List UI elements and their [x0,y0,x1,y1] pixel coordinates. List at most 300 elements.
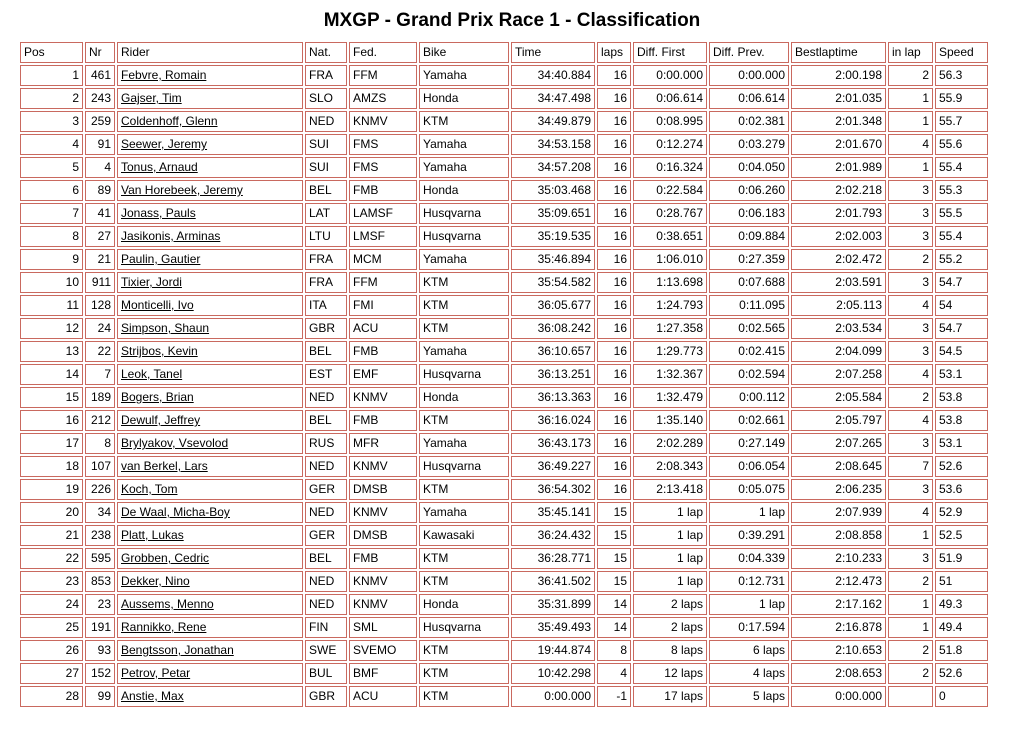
column-header-laps: laps [597,42,631,63]
cell-laps: 16 [597,111,631,132]
table-row [20,295,988,316]
column-header-rider: Rider [117,42,303,63]
cell-time: 36:13.363 [511,387,595,408]
cell-bestlaptime: 2:08.645 [791,456,886,477]
cell-laps: 4 [597,663,631,684]
rider-link[interactable]: De Waal, Micha-Boy [121,505,230,519]
cell-rider [117,180,303,201]
rider-link[interactable]: Van Horebeek, Jeremy [121,183,243,197]
cell-bestlaptime: 2:01.793 [791,203,886,224]
cell-pos: 3 [20,111,83,132]
cell-in-lap: 3 [888,341,933,362]
rider-link[interactable]: Jasikonis, Arminas [121,229,221,243]
cell-bestlaptime: 2:05.584 [791,387,886,408]
rider-link[interactable]: Coldenhoff, Glenn [121,114,218,128]
cell-in-lap: 3 [888,226,933,247]
cell-bike: Kawasaki [419,525,509,546]
cell-diff-first: 1:29.773 [633,341,707,362]
table-row [20,479,988,500]
cell-bike: Yamaha [419,433,509,454]
cell-time: 10:42.298 [511,663,595,684]
cell-nr: 189 [85,387,115,408]
cell-time: 36:54.302 [511,479,595,500]
cell-speed: 51.8 [935,640,988,661]
cell-fed: KNMV [349,111,417,132]
cell-bestlaptime: 2:03.534 [791,318,886,339]
column-header-in-lap: in lap [888,42,933,63]
cell-nr: 93 [85,640,115,661]
cell-in-lap: 4 [888,364,933,385]
column-header-nr: Nr [85,42,115,63]
cell-bike: KTM [419,663,509,684]
cell-nr: 853 [85,571,115,592]
cell-fed: LMSF [349,226,417,247]
rider-link[interactable]: Petrov, Petar [121,666,191,680]
cell-diff-first: 2:08.343 [633,456,707,477]
column-header-diff-prev: Diff. Prev. [709,42,789,63]
cell-rider [117,525,303,546]
cell-rider [117,157,303,178]
column-header-nat: Nat. [305,42,347,63]
cell-laps: 16 [597,134,631,155]
cell-time: 0:00.000 [511,686,595,707]
cell-rider [117,341,303,362]
rider-link[interactable]: Platt, Lukas [121,528,184,542]
cell-diff-first: 1 lap [633,571,707,592]
table-row [20,88,988,109]
cell-nat: BEL [305,341,347,362]
cell-fed: FFM [349,272,417,293]
cell-bestlaptime: 2:04.099 [791,341,886,362]
cell-pos: 28 [20,686,83,707]
cell-speed: 51 [935,571,988,592]
table-row [20,594,988,615]
cell-diff-prev: 0:06.054 [709,456,789,477]
cell-diff-prev: 0:11.095 [709,295,789,316]
cell-fed: FMB [349,548,417,569]
rider-link[interactable]: Tixier, Jordi [121,275,182,289]
cell-bike: Husqvarna [419,617,509,638]
cell-in-lap: 1 [888,617,933,638]
cell-pos: 16 [20,410,83,431]
cell-rider [117,479,303,500]
cell-pos: 26 [20,640,83,661]
cell-bike: KTM [419,272,509,293]
table-row [20,364,988,385]
cell-speed: 55.9 [935,88,988,109]
cell-nat: GBR [305,318,347,339]
cell-diff-prev: 0:06.260 [709,180,789,201]
table-row [20,157,988,178]
cell-in-lap: 3 [888,433,933,454]
cell-in-lap: 7 [888,456,933,477]
cell-time: 36:13.251 [511,364,595,385]
cell-laps: 16 [597,456,631,477]
cell-diff-first: 0:38.651 [633,226,707,247]
column-header-bestlaptime: Bestlaptime [791,42,886,63]
cell-fed: DMSB [349,479,417,500]
rider-link[interactable]: Paulin, Gautier [121,252,201,266]
cell-diff-prev: 0:02.661 [709,410,789,431]
cell-time: 35:45.141 [511,502,595,523]
page-title: MXGP - Grand Prix Race 1 - Classification [323,10,701,31]
table-body [20,65,988,707]
cell-rider [117,456,303,477]
cell-in-lap [888,686,933,707]
cell-rider [117,88,303,109]
cell-nr: 595 [85,548,115,569]
cell-diff-prev: 1 lap [709,502,789,523]
rider-link[interactable]: Brylyakov, Vsevolod [121,436,229,450]
cell-rider [117,249,303,270]
cell-diff-prev: 5 laps [709,686,789,707]
cell-speed: 54 [935,295,988,316]
cell-diff-prev: 0:04.050 [709,157,789,178]
table-row [20,249,988,270]
cell-laps: 15 [597,548,631,569]
cell-bestlaptime: 2:12.473 [791,571,886,592]
cell-laps: 16 [597,410,631,431]
cell-nat: RUS [305,433,347,454]
cell-pos: 1 [20,65,83,86]
cell-pos: 18 [20,456,83,477]
cell-nat: FRA [305,272,347,293]
cell-diff-first: 1:27.358 [633,318,707,339]
cell-pos: 22 [20,548,83,569]
cell-fed: FFM [349,65,417,86]
cell-nat: GBR [305,686,347,707]
cell-laps: 15 [597,571,631,592]
cell-diff-prev: 0:04.339 [709,548,789,569]
cell-time: 35:31.899 [511,594,595,615]
cell-diff-first: 1:32.479 [633,387,707,408]
cell-laps: 16 [597,157,631,178]
rider-link[interactable]: Febvre, Romain [121,68,207,82]
table-row [20,525,988,546]
cell-pos: 2 [20,88,83,109]
cell-fed: KNMV [349,571,417,592]
cell-bike: KTM [419,548,509,569]
cell-rider [117,65,303,86]
rider-link[interactable]: Dewulf, Jeffrey [121,413,201,427]
cell-time: 19:44.874 [511,640,595,661]
cell-pos: 21 [20,525,83,546]
cell-fed: FMB [349,180,417,201]
cell-time: 36:16.024 [511,410,595,431]
cell-diff-prev: 0:06.183 [709,203,789,224]
cell-nat: LTU [305,226,347,247]
cell-bestlaptime: 2:08.858 [791,525,886,546]
rider-link[interactable]: Bengtsson, Jonathan [121,643,234,657]
cell-bike: KTM [419,318,509,339]
cell-nat: GER [305,479,347,500]
cell-fed: MCM [349,249,417,270]
rider-link[interactable]: Simpson, Shaun [121,321,210,335]
cell-pos: 27 [20,663,83,684]
cell-nr: 34 [85,502,115,523]
cell-speed: 53.1 [935,364,988,385]
cell-pos: 17 [20,433,83,454]
column-header-speed: Speed [935,42,988,63]
cell-time: 36:05.677 [511,295,595,316]
cell-bike: Husqvarna [419,203,509,224]
cell-nat: GER [305,525,347,546]
rider-link[interactable]: Tonus, Arnaud [121,160,198,174]
cell-nat: BEL [305,180,347,201]
cell-bike: KTM [419,479,509,500]
cell-laps: 16 [597,341,631,362]
cell-diff-prev: 0:02.565 [709,318,789,339]
cell-pos: 7 [20,203,83,224]
cell-laps: 16 [597,479,631,500]
table-row [20,318,988,339]
cell-fed: SML [349,617,417,638]
cell-bestlaptime: 0:00.000 [791,686,886,707]
cell-laps: 16 [597,364,631,385]
cell-bestlaptime: 2:07.265 [791,433,886,454]
table-row [20,640,988,661]
cell-fed: DMSB [349,525,417,546]
cell-laps: 16 [597,318,631,339]
cell-fed: ACU [349,318,417,339]
cell-speed: 54.7 [935,272,988,293]
cell-rider [117,640,303,661]
cell-diff-first: 12 laps [633,663,707,684]
rider-link[interactable]: Grobben, Cedric [121,551,210,565]
cell-diff-prev: 0:02.594 [709,364,789,385]
cell-diff-first: 1:35.140 [633,410,707,431]
cell-pos: 8 [20,226,83,247]
cell-time: 36:24.432 [511,525,595,546]
column-header-time: Time [511,42,595,63]
column-header-pos: Pos [20,42,83,63]
cell-in-lap: 1 [888,525,933,546]
cell-diff-prev: 0:02.415 [709,341,789,362]
cell-nr: 41 [85,203,115,224]
cell-diff-prev: 0:09.884 [709,226,789,247]
cell-diff-prev: 0:27.359 [709,249,789,270]
cell-rider [117,203,303,224]
cell-in-lap: 1 [888,157,933,178]
cell-fed: SVEMO [349,640,417,661]
table-row [20,410,988,431]
classification-table [18,40,990,709]
cell-nr: 4 [85,157,115,178]
cell-nr: 212 [85,410,115,431]
cell-pos: 14 [20,364,83,385]
cell-diff-first: 0:00.000 [633,65,707,86]
cell-nr: 259 [85,111,115,132]
cell-pos: 25 [20,617,83,638]
cell-speed: 52.5 [935,525,988,546]
cell-rider [117,502,303,523]
cell-bike: Yamaha [419,157,509,178]
cell-bike: KTM [419,571,509,592]
cell-time: 35:03.468 [511,180,595,201]
cell-nr: 22 [85,341,115,362]
cell-laps: 16 [597,88,631,109]
rider-link[interactable]: Rannikko, Rene [121,620,207,634]
cell-diff-first: 2:13.418 [633,479,707,500]
table-row [20,180,988,201]
cell-diff-prev: 0:06.614 [709,88,789,109]
cell-diff-first: 1:13.698 [633,272,707,293]
cell-nat: EST [305,364,347,385]
cell-pos: 24 [20,594,83,615]
cell-nr: 7 [85,364,115,385]
cell-bike: Yamaha [419,65,509,86]
cell-nat: SUI [305,157,347,178]
cell-diff-prev: 0:03.279 [709,134,789,155]
cell-rider [117,134,303,155]
cell-nat: SLO [305,88,347,109]
cell-fed: FMI [349,295,417,316]
rider-link[interactable]: Bogers, Brian [121,390,194,404]
cell-time: 34:47.498 [511,88,595,109]
cell-bestlaptime: 2:02.218 [791,180,886,201]
cell-speed: 54.5 [935,341,988,362]
cell-time: 34:53.158 [511,134,595,155]
cell-laps: -1 [597,686,631,707]
table-row [20,663,988,684]
cell-bestlaptime: 2:07.258 [791,364,886,385]
cell-laps: 15 [597,502,631,523]
table-row [20,341,988,362]
rider-link[interactable]: Strijbos, Kevin [121,344,198,358]
cell-fed: FMS [349,157,417,178]
cell-pos: 12 [20,318,83,339]
cell-laps: 16 [597,433,631,454]
table-row [20,134,988,155]
cell-diff-first: 0:16.324 [633,157,707,178]
cell-rider [117,364,303,385]
cell-bestlaptime: 2:01.035 [791,88,886,109]
cell-diff-prev: 0:05.075 [709,479,789,500]
cell-bike: Honda [419,180,509,201]
cell-nr: 107 [85,456,115,477]
rider-link[interactable]: Koch, Tom [121,482,178,496]
cell-in-lap: 3 [888,318,933,339]
cell-nat: NED [305,387,347,408]
table-row [20,548,988,569]
cell-bestlaptime: 2:03.591 [791,272,886,293]
cell-pos: 6 [20,180,83,201]
cell-nr: 99 [85,686,115,707]
cell-speed: 52.6 [935,456,988,477]
cell-nr: 226 [85,479,115,500]
table-row [20,272,988,293]
cell-diff-prev: 0:39.291 [709,525,789,546]
cell-fed: KNMV [349,387,417,408]
cell-diff-first: 0:22.584 [633,180,707,201]
cell-fed: FMS [349,134,417,155]
cell-bike: KTM [419,686,509,707]
column-header-bike: Bike [419,42,509,63]
cell-in-lap: 2 [888,640,933,661]
cell-diff-prev: 6 laps [709,640,789,661]
cell-diff-first: 2 laps [633,617,707,638]
rider-link[interactable]: Aussems, Menno [121,597,214,611]
cell-diff-first: 2 laps [633,594,707,615]
rider-link[interactable]: Jonass, Pauls [121,206,196,220]
cell-rider [117,410,303,431]
cell-nat: NED [305,502,347,523]
cell-nr: 152 [85,663,115,684]
cell-bestlaptime: 2:16.878 [791,617,886,638]
cell-fed: KNMV [349,594,417,615]
table-row [20,387,988,408]
cell-pos: 13 [20,341,83,362]
cell-rider [117,548,303,569]
cell-nr: 89 [85,180,115,201]
cell-nr: 191 [85,617,115,638]
cell-rider [117,663,303,684]
rider-link[interactable]: van Berkel, Lars [121,459,208,473]
cell-diff-first: 8 laps [633,640,707,661]
cell-speed: 0 [935,686,988,707]
rider-link[interactable]: Anstie, Max [121,689,184,703]
cell-fed: KNMV [349,502,417,523]
rider-link[interactable]: Monticelli, Ivo [121,298,194,312]
rider-link[interactable]: Gajser, Tim [121,91,182,105]
cell-in-lap: 3 [888,272,933,293]
cell-rider [117,295,303,316]
cell-pos: 23 [20,571,83,592]
rider-link[interactable]: Seewer, Jeremy [121,137,208,151]
table-row [20,111,988,132]
cell-nat: LAT [305,203,347,224]
rider-link[interactable]: Dekker, Nino [121,574,190,588]
cell-diff-first: 0:12.274 [633,134,707,155]
cell-laps: 15 [597,525,631,546]
cell-time: 36:41.502 [511,571,595,592]
cell-rider [117,272,303,293]
cell-nat: NED [305,111,347,132]
cell-in-lap: 3 [888,548,933,569]
cell-bestlaptime: 2:10.233 [791,548,886,569]
cell-time: 34:49.879 [511,111,595,132]
cell-pos: 15 [20,387,83,408]
table-row [20,456,988,477]
cell-speed: 52.6 [935,663,988,684]
cell-diff-first: 0:06.614 [633,88,707,109]
cell-pos: 20 [20,502,83,523]
cell-bike: Yamaha [419,502,509,523]
cell-in-lap: 4 [888,502,933,523]
cell-nr: 91 [85,134,115,155]
table-row [20,226,988,247]
cell-diff-first: 1 lap [633,525,707,546]
cell-nr: 23 [85,594,115,615]
cell-speed: 55.7 [935,111,988,132]
cell-diff-first: 1:32.367 [633,364,707,385]
table-row [20,433,988,454]
cell-speed: 55.4 [935,157,988,178]
cell-speed: 49.3 [935,594,988,615]
cell-pos: 10 [20,272,83,293]
rider-link[interactable]: Leok, Tanel [121,367,183,381]
cell-time: 35:49.493 [511,617,595,638]
cell-speed: 53.8 [935,410,988,431]
cell-in-lap: 3 [888,479,933,500]
cell-diff-prev: 0:27.149 [709,433,789,454]
cell-nat: ITA [305,295,347,316]
cell-in-lap: 1 [888,88,933,109]
cell-time: 35:09.651 [511,203,595,224]
cell-speed: 54.7 [935,318,988,339]
cell-fed: EMF [349,364,417,385]
cell-bike: Honda [419,88,509,109]
